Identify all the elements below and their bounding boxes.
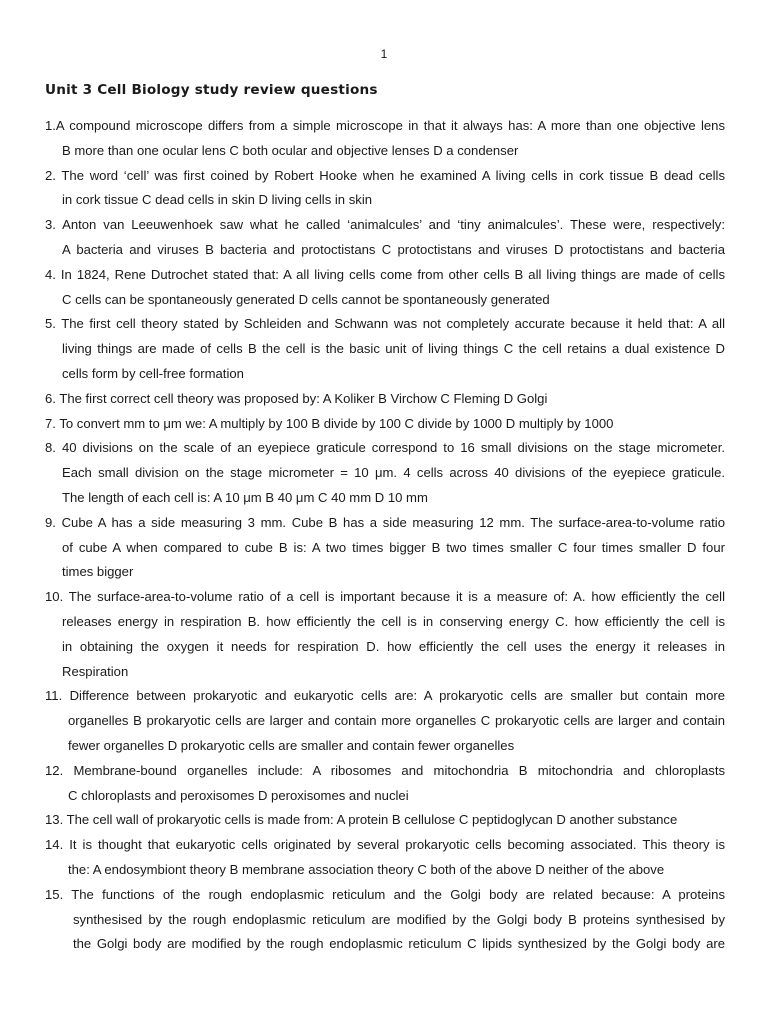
page-number: 1 bbox=[380, 47, 388, 61]
question-item bbox=[45, 114, 725, 164]
question-line: in cork tissue C dead cells in skin D living cells in skin bbox=[62, 192, 373, 208]
question-line: B more than one ocular lens C both ocular and objective lenses D a condenser bbox=[62, 142, 519, 158]
question-line: 10. The surface-area-to-volume ratio of a cell is important because it is a measure of: A. how efficiently the cell bbox=[45, 589, 725, 605]
question-line: 14. It is thought that eukaryotic cells originated by several prokaryotic cells becoming associated. This theory is bbox=[45, 837, 725, 853]
question-line: 8. 40 divisions on the scale of an eyepiece graticule correspond to 16 small divisions on the stage micrometer. bbox=[45, 440, 725, 456]
question-line: 9. Cube A has a side measuring 3 mm. Cube B has a side measuring 12 mm. The surface-area-to-volume ratio bbox=[45, 514, 725, 530]
question-item bbox=[45, 585, 725, 684]
question-list bbox=[45, 114, 725, 957]
question-line: the: A endosymbiont theory B membrane association theory C both of the above D neither of the above bbox=[68, 861, 665, 877]
question-line: in obtaining the oxygen it needs for respiration D. how efficiently the cell uses the energy it releases in bbox=[62, 638, 725, 654]
question-item bbox=[45, 387, 725, 412]
question-line: Each small division on the stage micrometer = 10 μm. 4 cells across 40 divisions of the eyepiece graticule. bbox=[62, 465, 725, 481]
question-line: times bigger bbox=[62, 564, 134, 580]
question-item bbox=[45, 263, 725, 313]
question-line: of cube A when compared to cube B is: A two times bigger B two times smaller C four times smaller D four bbox=[62, 539, 725, 555]
question-item bbox=[45, 412, 725, 437]
question-item bbox=[45, 213, 725, 263]
question-line: 15. The functions of the rough endoplasmic reticulum and the Golgi body are related because: A proteins bbox=[45, 886, 725, 902]
question-item bbox=[45, 833, 725, 883]
question-line: 7. To convert mm to μm we: A multiply by 100 B divide by 100 C divide by 1000 D multiply by 1000 bbox=[45, 415, 614, 431]
question-item bbox=[45, 436, 725, 510]
question-line: 11. Difference between prokaryotic and eukaryotic cells are: A prokaryotic cells are smaller but contain more bbox=[45, 688, 725, 704]
question-item bbox=[45, 164, 725, 214]
question-line: organelles B prokaryotic cells are larger and contain more organelles C prokaryotic cells are larger and contain bbox=[68, 713, 725, 729]
question-line: 5. The first cell theory stated by Schleiden and Schwann was not completely accurate because it held that: A all bbox=[45, 316, 725, 332]
page-title: Unit 3 Cell Biology study review questions bbox=[45, 82, 378, 98]
question-line: 4. In 1824, Rene Dutrochet stated that: A all living cells come from other cells B all living things are made of cells bbox=[45, 266, 725, 282]
question-item bbox=[45, 808, 725, 833]
question-line: 2. The word ‘cell’ was first coined by Robert Hooke when he examined A living cells in cork tissue B dead cells bbox=[45, 167, 725, 183]
question-line: The length of each cell is: A 10 μm B 40 μm C 40 mm D 10 mm bbox=[62, 489, 428, 505]
question-line: 1.A compound microscope differs from a simple microscope in that it always has: A more than one objective lens bbox=[45, 118, 725, 133]
question-line: releases energy in respiration B. how efficiently the cell is in conserving energy C. how efficiently the cell is bbox=[62, 613, 725, 629]
question-item bbox=[45, 759, 725, 809]
question-line: living things are made of cells B the cell is the basic unit of living things C the cell retains a dual existence D bbox=[62, 341, 725, 357]
question-line: 12. Membrane-bound organelles include: A ribosomes and mitochondria B mitochondria and chloroplasts bbox=[45, 762, 725, 778]
question-item bbox=[45, 883, 725, 957]
question-item bbox=[45, 312, 725, 386]
question-line: 6. The first correct cell theory was proposed by: A Koliker B Virchow C Fleming D Golgi bbox=[45, 390, 548, 406]
question-line: synthesised by the rough endoplasmic reticulum are modified by the Golgi body B proteins synthesised by bbox=[73, 911, 725, 927]
question-line: C cells can be spontaneously generated D cells cannot be spontaneously generated bbox=[62, 291, 550, 307]
question-line: A bacteria and viruses B bacteria and protoctistans C protoctistans and viruses D protoctistans and bacteria bbox=[62, 241, 725, 257]
question-line: 13. The cell wall of prokaryotic cells is made from: A protein B cellulose C peptidoglycan D another substance bbox=[45, 812, 678, 828]
question-line: C chloroplasts and peroxisomes D peroxisomes and nuclei bbox=[68, 787, 409, 803]
question-line: Respiration bbox=[62, 663, 129, 679]
question-line: the Golgi body are modified by the rough endoplasmic reticulum C lipids synthesized by the Golgi body are bbox=[73, 936, 725, 952]
question-item bbox=[45, 684, 725, 758]
question-line: cells form by cell-free formation bbox=[62, 365, 244, 381]
question-line: fewer organelles D prokaryotic cells are smaller and contain fewer organelles bbox=[68, 737, 515, 753]
question-line: 3. Anton van Leeuwenhoek saw what he called ‘animalcules’ and ‘tiny animalcules’. These were, respectively: bbox=[45, 217, 725, 233]
question-item bbox=[45, 511, 725, 585]
